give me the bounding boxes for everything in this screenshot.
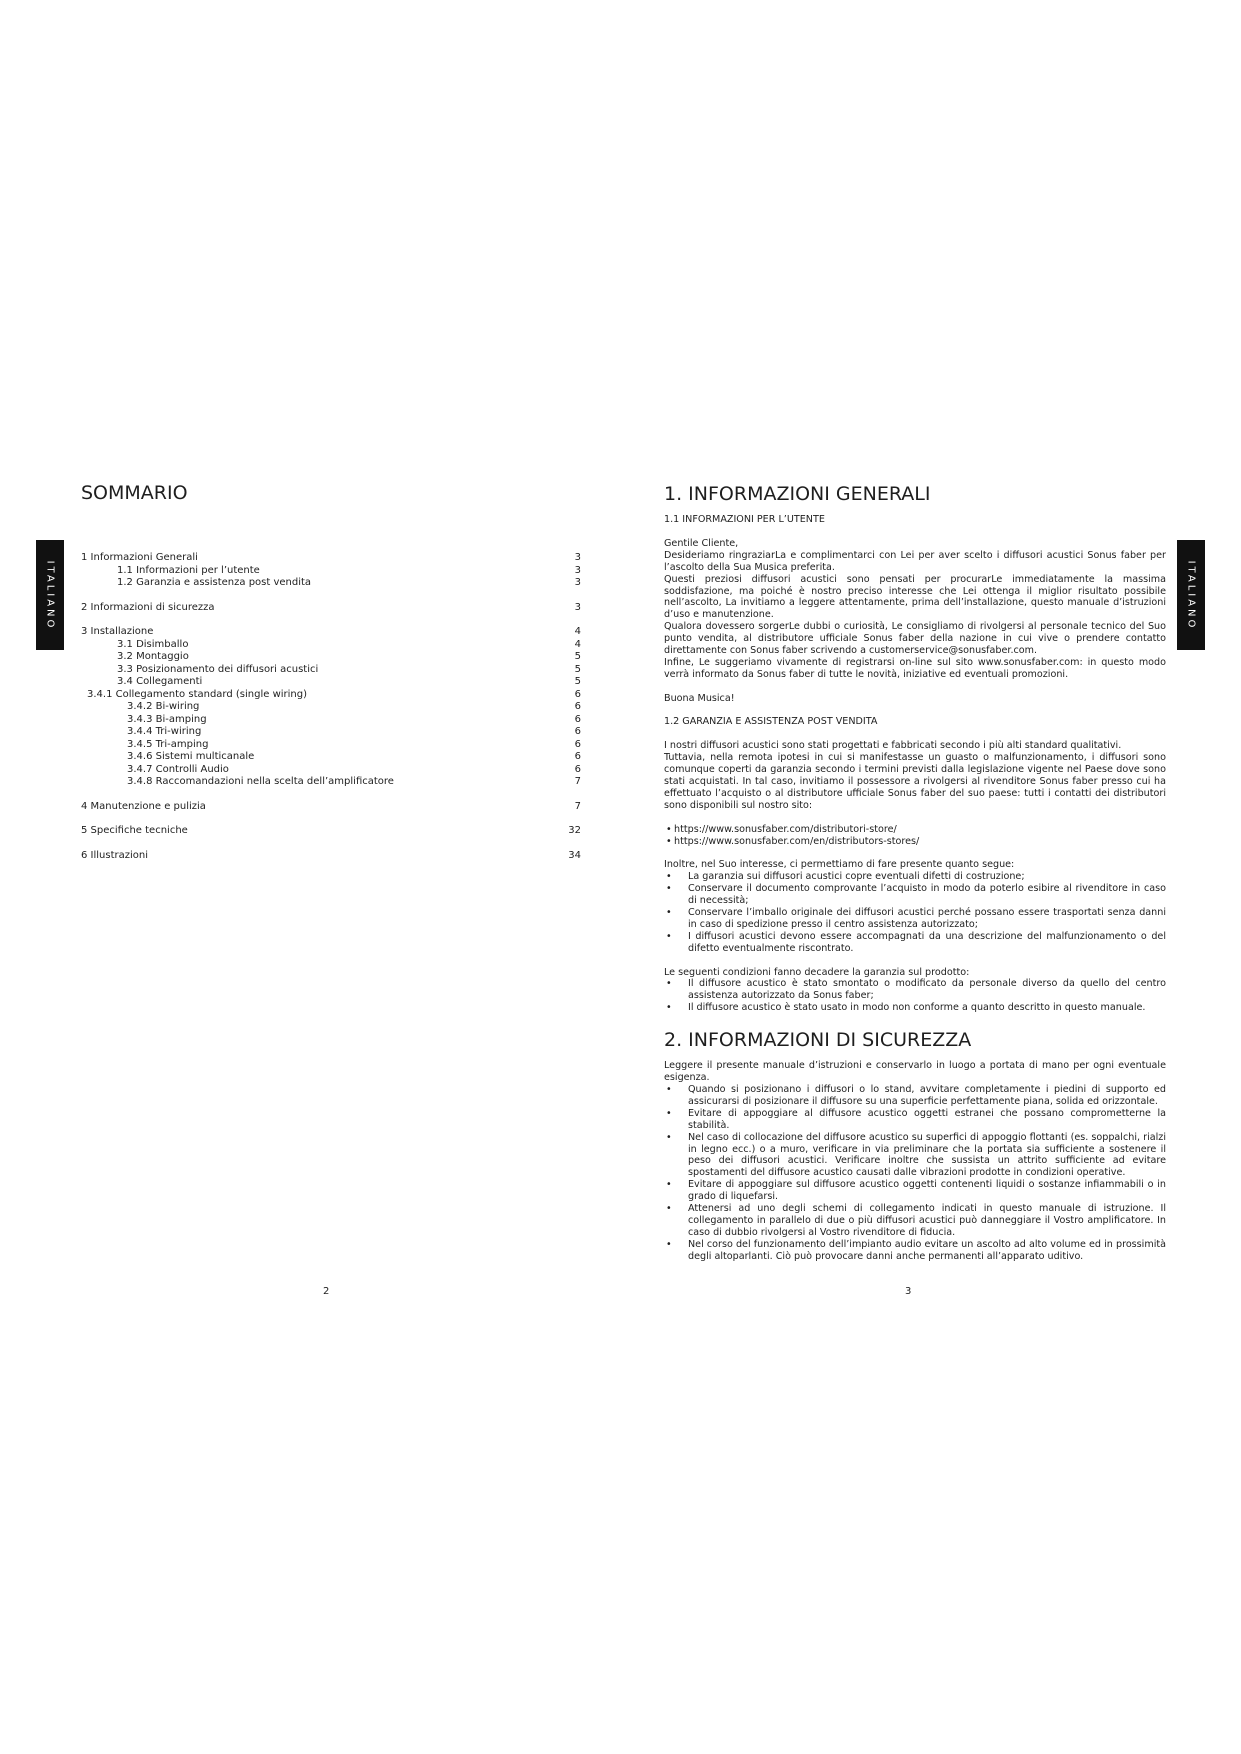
toc-entry[interactable]: [81, 565, 581, 578]
list-item: • Conservare l’imballo originale dei diffusori acustici perché possano essere trasportati senza danni in caso di spedizione presso il centro assistenza autorizzato;: [664, 907, 1166, 931]
toc-page: 4: [574, 638, 581, 650]
toc-entry[interactable]: [81, 626, 581, 639]
toc-page: 6: [574, 726, 581, 737]
list-item: • I diffusori acustici devono essere accompagnati da una descrizione del malfunzionamento o del difetto eventualmente riscontrato.: [664, 931, 1166, 955]
paragraph: Le seguenti condizioni fanno decadere la garanzia sul prodotto:: [664, 966, 970, 978]
toc-page: 3: [574, 564, 581, 576]
paragraph: Inoltre, nel Suo interesse, ci permettiamo di fare presente quanto segue:: [664, 859, 1015, 871]
toc-page: 3: [574, 552, 581, 563]
language-tab-right: [1177, 540, 1205, 650]
toc-label: 1 Informazioni Generali: [81, 552, 198, 563]
toc-page: 5: [574, 676, 581, 687]
toc-page: 32: [568, 825, 581, 836]
toc-page: 4: [574, 626, 581, 637]
toc-page: 7: [574, 800, 581, 812]
toc-entry[interactable]: [81, 639, 581, 652]
toc-page: 6: [574, 738, 581, 750]
toc-page: 34: [568, 849, 581, 861]
toc-entry[interactable]: [81, 577, 581, 590]
left-page: [0, 0, 620, 1754]
toc-entry[interactable]: [81, 651, 581, 664]
list-item: • Nel corso del funzionamento dell’impianto audio evitare un ascolto ad alto volume ed in prossimità degli altoparlanti. Ciò può provocare danni anche permanenti all’apparato uditivo.: [664, 1239, 1166, 1263]
toc-entry[interactable]: [81, 776, 581, 789]
toc-entry[interactable]: [81, 602, 581, 615]
table-of-contents: [81, 552, 581, 862]
paragraph: I nostri diffusori acustici sono stati progettati e fabbricati secondo i più alti standard qualitativi.: [664, 740, 1122, 752]
toc-label: 3.3 Posizionamento dei diffusori acustici: [117, 663, 319, 675]
toc-label: 6 Illustrazioni: [81, 849, 149, 861]
closing-line: Buona Musica!: [664, 692, 735, 704]
toc-label: 3.2 Montaggio: [117, 651, 189, 662]
toc-label: 3.4.8 Raccomandazioni nella scelta dell’amplificatore: [127, 776, 394, 787]
general-information-content: [664, 482, 1166, 1263]
toc-label: 3.4.5 Tri-amping: [127, 738, 209, 750]
toc-page: 5: [574, 651, 581, 662]
toc-label: 3.4.4 Tri-wiring: [127, 726, 202, 737]
list-item: • Attenersi ad uno degli schemi di collegamento indicati in questo manuale di istruzione. Il collegamento in parallelo di due o più diffusori acustici può danneggiare il Vostro amplificatore. In caso di dubbio rivolgersi al Vostro rivenditore di fiducia.: [664, 1203, 1166, 1239]
distributor-link[interactable]: • https://www.sonusfaber.com/distributori-store/: [664, 824, 1166, 836]
toc-entry[interactable]: [81, 714, 581, 727]
toc-entry[interactable]: [81, 825, 581, 838]
toc-label: 4 Manutenzione e pulizia: [81, 800, 206, 812]
toc-entry[interactable]: [81, 701, 581, 714]
toc-page: 7: [574, 776, 581, 787]
list-item: • Evitare di appoggiare al diffusore acustico oggetti estranei che possano comprometterne la stabilità.: [664, 1108, 1166, 1132]
toc-entry[interactable]: [81, 801, 581, 814]
page-number: 2: [323, 1286, 330, 1297]
paragraph: Gentile Cliente,: [664, 537, 739, 549]
toc-title: SOMMARIO: [81, 482, 188, 504]
language-tab-label: ITALIANO: [1185, 560, 1197, 630]
paragraph: Desideriamo ringraziarLa e complimentarci con Lei per aver scelto i diffusori acustici Sonus faber per l’ascolto della Sua Musica preferita.: [664, 549, 1166, 573]
language-tab-label: ITALIANO: [44, 560, 56, 630]
toc-entry[interactable]: [81, 764, 581, 777]
toc-entry[interactable]: [81, 739, 581, 752]
list-item: • La garanzia sui diffusori acustici copre eventuali difetti di costruzione;: [664, 871, 1166, 883]
toc-label: 3.4 Collegamenti: [117, 676, 203, 687]
list-item: • Nel caso di collocazione del diffusore acustico su superfici di appoggio flottanti (es. soppalchi, rialzi in legno ecc.) o a muro, verificare in via preliminare che la portata sia sufficiente a sostenere il peso dei diffusori acustici. Verificare inoltre che sussista un attrito sufficiente ad evitare spostamenti del diffusore acustico causati dalle vibrazioni prodotte in condizioni operative.: [664, 1132, 1166, 1180]
toc-page: 6: [574, 763, 581, 775]
toc-entry[interactable]: [81, 552, 581, 565]
toc-page: 6: [574, 688, 581, 700]
subsection-title: 1.1 INFORMAZIONI PER L’UTENTE: [664, 514, 825, 525]
toc-page: 6: [574, 713, 581, 725]
toc-label: 5 Specifiche tecniche: [81, 825, 188, 836]
toc-entry[interactable]: [81, 689, 581, 702]
list-item: • Evitare di appoggiare sul diffusore acustico oggetti contenenti liquidi o sostanze infiammabili o in grado di liquefarsi.: [664, 1179, 1166, 1203]
toc-label: 1.1 Informazioni per l’utente: [117, 564, 260, 576]
toc-entry[interactable]: [81, 850, 581, 863]
toc-label: 3.4.3 Bi-amping: [127, 713, 207, 725]
toc-page: 3: [574, 577, 581, 588]
toc-page: 3: [574, 601, 581, 613]
list-item: • Quando si posizionano i diffusori o lo stand, avvitare completamente i piedini di supporto ed assicurarsi di posizionare il diffusore su una superficie perfettamente piana, solida ed orizzontale.: [664, 1084, 1166, 1108]
toc-label: 3.4.7 Controlli Audio: [127, 763, 229, 775]
section-title: 1. INFORMAZIONI GENERALI: [664, 483, 931, 505]
list-item: • Conservare il documento comprovante l’acquisto in modo da poterlo esibire al rivenditore in caso di necessità;: [664, 883, 1166, 907]
toc-label: 2 Informazioni di sicurezza: [81, 601, 215, 613]
notice-list: [664, 871, 1166, 954]
paragraph: Qualora dovessero sorgerLe dubbi o curiosità, Le consigliamo di rivolgersi al personale tecnico del Suo punto vendita, al distributore ufficiale Sonus faber della nazione in cui vive o prendere contatto direttamente con Sonus faber scrivendo a customerservice@sonusfaber.com.: [664, 621, 1166, 657]
toc-page: 6: [574, 751, 581, 762]
language-tab-left: [36, 540, 64, 650]
toc-entry[interactable]: [81, 676, 581, 689]
toc-entry[interactable]: [81, 726, 581, 739]
toc-label: 1.2 Garanzia e assistenza post vendita: [117, 577, 312, 588]
list-item: • Il diffusore acustico è stato smontato o modificato da personale diverso da quello del centro assistenza autorizzato da Sonus faber;: [664, 978, 1166, 1002]
toc-label: 3.4.1 Collegamento standard (single wiring): [87, 688, 308, 700]
paragraph: Leggere il presente manuale d’istruzioni e conservarlo in luogo a portata di mano per ogni eventuale esigenza.: [664, 1060, 1166, 1084]
page-number: 3: [905, 1286, 912, 1297]
paragraph: Tuttavia, nella remota ipotesi in cui si manifestasse un guasto o malfunzionamento, i diffusori sono comunque coperti da garanzia secondo i termini previsti dalla legislazione vigente nel Paese dove sono stati acquistati. In tal caso, invitiamo il possessore a rivolgersi al rivenditore Sonus faber presso cui ha effettuato l’acquisto o al distributore ufficiale Sonus faber del suo paese: tutti i contatti dei distributori sono disponibili sul nostro sito:: [664, 752, 1166, 811]
distributor-links: [664, 824, 1166, 848]
section-title: 2. INFORMAZIONI DI SICUREZZA: [664, 1029, 972, 1052]
toc-label: 3.4.6 Sistemi multicanale: [127, 751, 255, 762]
toc-page: 6: [574, 701, 581, 712]
subsection-title: 1.2 GARANZIA E ASSISTENZA POST VENDITA: [664, 716, 878, 728]
toc-entry[interactable]: [81, 751, 581, 764]
toc-label: 3 Installazione: [81, 626, 154, 637]
list-item: • Il diffusore acustico è stato usato in modo non conforme a quanto descritto in questo manuale.: [664, 1002, 1166, 1014]
toc-label: 3.4.2 Bi-wiring: [127, 701, 200, 712]
distributor-link[interactable]: • https://www.sonusfaber.com/en/distributors-stores/: [664, 836, 1166, 848]
toc-label: 3.1 Disimballo: [117, 638, 189, 650]
paragraph: Questi preziosi diffusori acustici sono pensati per procurarLe immediatamente la massima soddisfazione, ma poiché è nostro preciso interesse che Lei ottenga il miglior risultato possibile nell’ascolto, La invitiamo a leggere attentamente, prima dell’installazione, questo manuale d’istruzioni d’uso e manutenzione.: [664, 573, 1166, 621]
warranty-void-list: [664, 978, 1166, 1014]
toc-entry[interactable]: [81, 664, 581, 677]
toc-page: 5: [574, 663, 581, 675]
paragraph: Infine, Le suggeriamo vivamente di registrarsi on-line sul sito www.sonusfaber.com: in questo modo verrà informato da Sonus faber di tutte le novità, iniziative ed eventuali promozioni.: [664, 656, 1166, 680]
safety-list: [664, 1084, 1166, 1263]
